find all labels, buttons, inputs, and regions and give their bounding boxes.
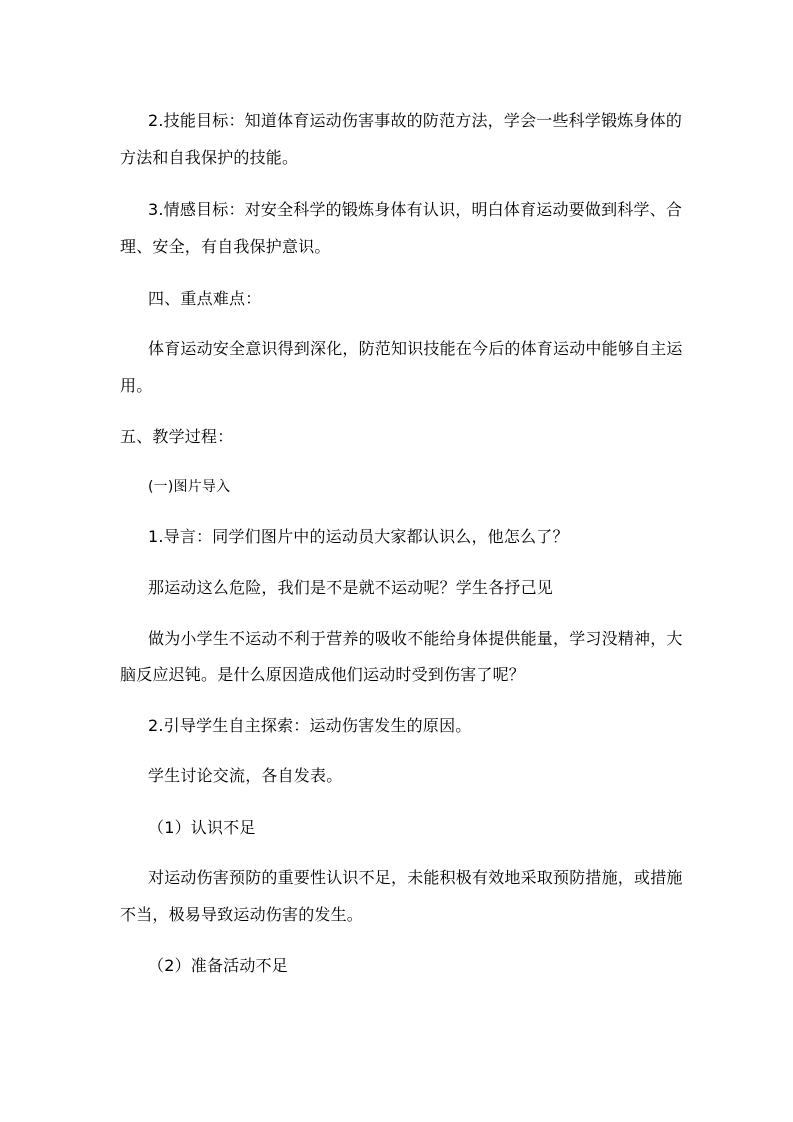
list-item-heading: （1）认识不足 [148,818,256,837]
paragraph-line: 体育运动安全意识得到深化，防范知识技能在今后的体育运动中能够自主运 [148,339,683,358]
paragraph-line: 对运动伤害预防的重要性认识不足，未能积极有效地采取预防措施，或措施 [148,868,683,887]
paragraph-line: 做为小学生不运动不利于营养的吸收不能给身体提供能量，学习没精神，大 [148,629,683,648]
list-item-heading: （2）准备活动不足 [148,956,288,975]
paragraph-line: 方法和自我保护的技能。 [120,148,299,167]
subsection-heading: (一)图片导入 [148,479,231,495]
paragraph-line: 1.导言：同学们图片中的运动员大家都认识么，他怎么了？ [148,527,569,546]
paragraph-line: 用。 [120,376,153,395]
section-heading: 五、教学过程： [120,427,234,446]
paragraph-line: 理、安全，有自我保护意识。 [120,237,331,256]
paragraph-line: 2.技能目标：知道体育运动伤害事故的防范方法，学会一些科学锻炼身体的 [148,111,683,130]
paragraph-line: 学生讨论交流，各自发表。 [148,766,343,785]
paragraph-line: 脑反应迟钝。是什么原因造成他们运动时受到伤害了呢？ [120,665,526,684]
paragraph-line: 2.引导学生自主探索：运动伤害发生的原因。 [148,716,472,735]
paragraph-line: 那运动这么危险，我们是不是就不运动呢？学生各抒己见 [148,578,554,597]
section-heading: 四、重点难点： [148,289,262,308]
paragraph-line: 3.情感目标：对安全科学的锻炼身体有认识，明白体育运动要做到科学、合 [148,200,683,219]
paragraph-line: 不当，极易导致运动伤害的发生。 [120,905,364,924]
